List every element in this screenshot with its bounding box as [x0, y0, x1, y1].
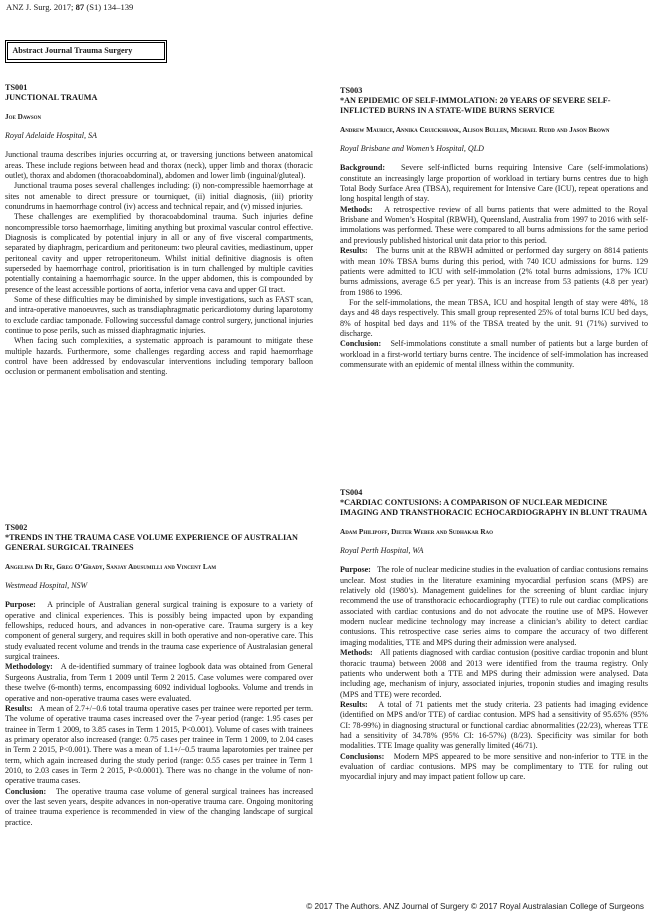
abstract-code: TS003 — [340, 86, 363, 95]
abstract-ts004 — [340, 488, 648, 783]
section-label: Conclusion: — [340, 339, 382, 349]
section-label: Methodology: — [5, 662, 53, 672]
abstract-section — [340, 648, 648, 700]
abstract-code: TS001 — [5, 83, 28, 92]
paragraph: Junctional trauma describes injuries occurring at, or traversing junctions between anatomical areas. These include regions between head and thorax (neck), upper limb and thorax (thoracic outlet), thorax and abdomen (thoracoabdominal), abdomen and lower limb (inguinal/gluteal). — [5, 150, 313, 180]
section-text: Severe self-inflicted burns requiring Intensive Care (self-immolations) constitute an increasingly large proportion of workload in tertiary burns centres due to high Total Body Surface Area (TBSA), requirement for Intensive Care (ICU), repeat operations and long hospital length of stay. — [340, 163, 648, 204]
abstract-section — [340, 163, 648, 204]
abstract-title: *TRENDS IN THE TRAUMA CASE VOLUME EXPERIENCE OF AUSTRALIAN GENERAL SURGICAL TRAINEES — [5, 533, 298, 553]
abstract-authors: Joe Dawson — [5, 113, 42, 122]
abstract-code: TS002 — [5, 523, 28, 532]
section-label: Purpose: — [5, 600, 36, 610]
abstract-body — [340, 163, 648, 370]
abstract-section — [340, 298, 648, 339]
abstract-title: *CARDIAC CONTUSIONS: A COMPARISON OF NUCLEAR MEDICINE IMAGING AND TRANSTHORACIC ECHOCARDIOGRAPHY IN BLUNT TRAUMA — [340, 498, 648, 518]
paragraph: Some of these difficulties may be diminished by simple investigations, such as FAST scan, and intra-operative manoeuvres, such as transdiaphragmatic pericardiotomy during laparotomy to exclude cardiac tamponade. Following successful damage control surgery, junctional injuries continue to pose perils, such as missed diaphragmatic injuries. — [5, 295, 313, 336]
section-text: The operative trauma case volume of general surgical trainees has increased over the last seven years, despite advances in non-operative trauma care. Ongoing monitoring of trainee trauma experience is recommended in view of the changing landscape of surgical practice. — [5, 786, 313, 827]
abstract-section — [340, 752, 648, 783]
abstract-ts003 — [340, 86, 648, 370]
abstract-section — [340, 700, 648, 752]
abstract-authors: Andrew Maurice, Annika Cruickshank, Alison Bullen, Michael Rudd and Jason Brown — [340, 126, 610, 135]
abstract-title: JUNCTIONAL TRAUMA — [5, 93, 98, 102]
abstract-authors: Angelina Di Re, Greg O’Grady, Sanjay Adusumilli and Vincent Lam — [5, 563, 217, 572]
section-label: Purpose: — [340, 565, 371, 575]
section-label: Conclusions: — [340, 751, 385, 761]
section-label: Background: — [340, 163, 386, 173]
abstract-section — [5, 600, 313, 662]
abstract-ts001 — [5, 83, 313, 378]
abstract-section — [340, 565, 648, 648]
abstract-code: TS004 — [340, 488, 363, 497]
paragraph: When facing such complexities, a systematic approach is paramount to mitigate these multiple hazards. Furthermore, some challenges regarding access and rapid haemorrhage control have been addressed by endovascular interventions including temporary balloon occlusion or permanent embolisation and stenting. — [5, 336, 313, 377]
abstract-section — [340, 205, 648, 246]
section-label: Results: — [340, 246, 368, 256]
running-header — [6, 2, 133, 13]
paragraph: Junctional trauma poses several challenges including: (i) non-compressible haemorrhage at sites not amenable to direct pressure or tourniquet, (ii) initial diagnosis, (iii) priority conundrums in haemorrhage control (iv) access and technical repair, and (v) missed injuries. — [5, 181, 313, 211]
section-label: Results: — [340, 699, 368, 709]
abstract-body — [5, 600, 313, 828]
section-text: Modern MPS appeared to be more sensitive and non-inferior to TTE in the evaluation of cardiac contusions. MPS may be complimentary to TTE for ruling out myocardial injury and may impact patient follow up care. — [340, 751, 648, 782]
abstract-title: *AN EPIDEMIC OF SELF-IMMOLATION: 20 YEARS OF SEVERE SELF-INFLICTED BURNS IN A STATE-WIDE BURNS SERVICE — [340, 96, 611, 116]
abstract-section — [5, 704, 313, 787]
section-text: All patients diagnosed with cardiac contusion (positive cardiac troponin and blunt thoracic trauma) between 2008 and 2013 were identified from the trauma registry. Only patients who underwent both a TTE and MPS during their admission were analysed. Data including age, mechanism of injury, associated injuries, troponin studies and imaging results (MPS and TTE) were recorded. — [340, 648, 648, 699]
section-text: A retrospective review of all burns patients that were admitted to the Royal Brisbane and Women’s Hospital (RBWH), Queensland, Australia from 1997 to 2016 with self-immolations was performed. These were compared to all burns admissions for the same period and previously published historical unit data prior to this period. — [340, 204, 648, 245]
journal-name: ANZ J. Surg. — [6, 2, 52, 12]
section-box-label: Abstract Journal Trauma Surgery — [7, 42, 164, 60]
abstract-affiliation: Royal Perth Hospital, WA — [340, 546, 424, 556]
abstract-section — [5, 787, 313, 828]
section-label: Conclusion: — [5, 786, 47, 796]
abstract-section — [5, 662, 313, 703]
journal-year: 2017; — [53, 2, 74, 12]
abstract-section — [340, 246, 648, 298]
section-label: Methods: — [340, 648, 373, 658]
section-text: For the self-immolations, the mean TBSA, ICU and hospital length of stay were 48%, 18 days and 48 days respectively. This small group represented 25% of total burns ICU bed days, 8% of hospital bed days and 11% of the TBSA treated by the unit. 91 (71%) survived to discharge. — [340, 297, 648, 338]
abstract-affiliation: Westmead Hospital, NSW — [5, 581, 88, 591]
section-text: The burns unit at the RBWH admitted or performed day surgery on 8814 patients with mean 10% TBSA burns during this period, with 740 ICU admissions for burns. 129 patients were admitted to ICU with self-immolation (2% total burns admissions, 17% ICU burns admissions, average 6.5 per year). This is an increase from 53 patients (4.8 per year) from 1986 to 1996. — [340, 246, 648, 297]
abstract-section — [340, 339, 648, 370]
abstract-body — [5, 150, 313, 378]
section-text: A de-identified summary of trainee logbook data was obtained from General Surgeons Australia, from Term 1 2009 until Term 2 2015. Case volumes were compared over these twelve (6-month) terms, encompassing 6092 individual logbooks. Volume and trends in operative and non-operative trauma cases were evaluated. — [5, 662, 313, 703]
abstract-affiliation: Royal Brisbane and Women’s Hospital, QLD — [340, 144, 484, 154]
section-text: A mean of 2.7+/−0.6 total trauma operative cases per trainee were reported per term. The volume of operative trauma cases increased over the 7-year period (range: 1.95 cases per trainee in Term 1 2009, to 3.85 cases in Term 1 2015, P<0.001). Volume of cases with trainees as primary operator also increased (range: 0.75 cases per trainee in Term 1 2009, to 2.04 cases in Term 2 2015, P<0.001). There was a mean of 1.1+/−0.5 trauma laparotomies per trainee per term, which again increased during the study period (range: 0.55 cases per trainee in Term 1 2010, to 2.03 cases in Term 2 2015, P<0.0001). There was no change in the volume of non-operative trauma cases. — [5, 703, 313, 786]
section-text: Self-immolations constitute a small number of patients but a large burden of workload in a first-world tertiary burns centre. The incidence of self-immolation has increased commensurate with an epidemic of mental illness within the community. — [340, 339, 648, 369]
section-box — [5, 40, 167, 63]
abstract-authors: Adam Philipoff, Dieter Weber and Sudhakar Rao — [340, 528, 494, 537]
section-label: Methods: — [340, 204, 373, 214]
journal-volume: 87 — [75, 2, 85, 12]
section-label: Results: — [5, 703, 33, 713]
journal-issue-pages: (S1) 134–139 — [86, 2, 134, 12]
abstract-body — [340, 565, 648, 782]
section-text: The role of nuclear medicine studies in the evaluation of cardiac contusions remains unclear. Most studies in the literature examining myocardial perfusion scans (MPS) are relatively old (1980’s). Management guidelines for the screening of blunt cardiac injury recommend the use of transthoracic echocardiography (TTE) to rule out cardiac complications associated with cardiac contusions and do not advocate the routine use of MPS. However modern nuclear medicine technology may increase a clinician’s ability to detect cardiac contusions. This retrospective case series aims to compare the accuracy of two different imaging modalities, TTE and MPS during their admission were analysed. — [340, 565, 648, 647]
paragraph: These challenges are exemplified by thoracoabdominal trauma. Such injuries define noncompressible torso haemorrhage, limiting anything but proximal vascular control effective. Diagnosis is complicated by potential injury in all or any of five visceral compartments, separated by diaphragm, pericardium and peritoneum: two pleural cavities, mediastinum, upper peritoneal cavity and upper retroperitoneum. Whilst initial definitive diagnosis is often superseded by haemorrhage control, prioritisation is in turn challenged by multiple cavities potentially containing a haemorrhagic source. In the upper abdomen, this is compounded by presence of the least accessible portions of aorta, inferior vena cava and upper GI tract. — [5, 212, 313, 294]
abstract-affiliation: Royal Adelaide Hospital, SA — [5, 131, 97, 141]
page-footer: © 2017 The Authors. ANZ Journal of Surgery © 2017 Royal Australasian College of Surgeons — [306, 902, 644, 911]
section-text: A principle of Australian general surgical training is exposure to a variety of operative and clinical experiences. This is possibly being impacted upon by expanding fellowships, reduced hours, and advances in non-operative care. Trauma surgery is a key component of general surgery, and requires skill in both operative and non-operative care. This study evaluated recent volume and trends in the trauma case experience of Australasian general surgical trainees. — [5, 600, 313, 662]
abstract-ts002 — [5, 523, 313, 828]
section-text: A total of 71 patients met the study criteria. 23 patients had imaging evidence (identified on MPS and/or TTE) of cardiac contusion. MPS had a sensitivity of 95.65% (95% CI: 78-99%) in diagnosing structural or functional cardiac abnormalities (22/23), whereas TTE had a sensitivity of 34.78% (95% CI: 16-57%) (8/23). Specificity was similar for both modalities. TTE Image quality was generally limited (46/71). — [340, 699, 648, 751]
